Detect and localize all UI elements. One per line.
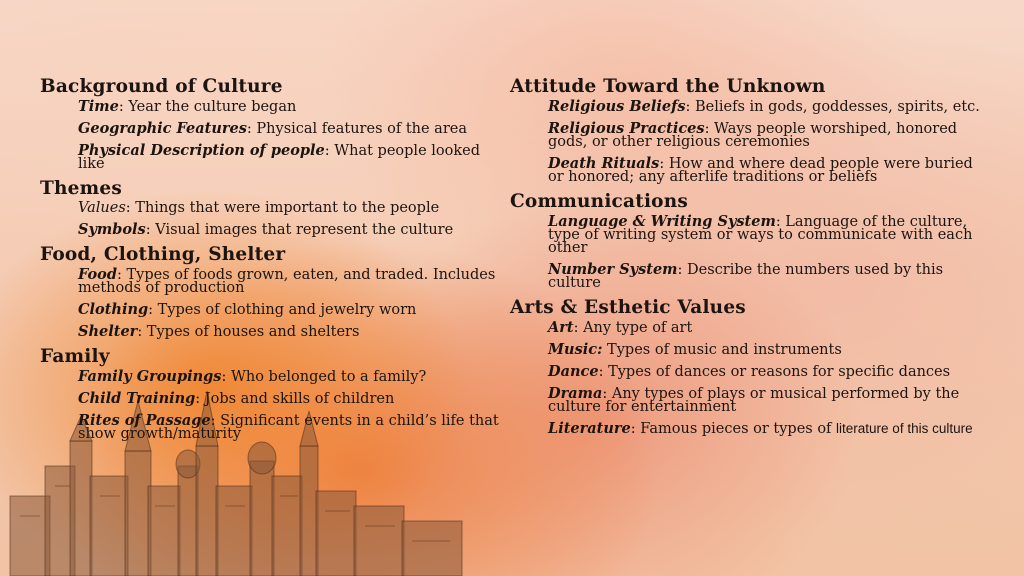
item-description: : Types of houses and shelters <box>137 324 360 340</box>
item-description: : Who belonged to a family? <box>221 369 427 385</box>
item-food <box>78 267 500 295</box>
item-description: : Any type of art <box>573 320 693 336</box>
section-title: Communications <box>510 191 688 212</box>
item-term: Dance <box>548 363 599 380</box>
item-description: : Year the culture began <box>118 99 297 115</box>
item-term: Language & Writing System <box>548 213 776 230</box>
item-description: : Significant events in a child’s life that show growth/maturity <box>78 413 499 442</box>
section-title: Family <box>40 346 110 367</box>
item-description: : How and where dead people were buried or honored; any afterlife traditions or beliefs <box>548 156 973 185</box>
section-food-clothing-shelter <box>40 244 500 339</box>
section-title: Themes <box>40 178 122 199</box>
item-term: Drama <box>548 385 603 402</box>
section-title: Arts & Esthetic Values <box>510 297 746 318</box>
item-shelter <box>78 324 500 339</box>
item-description: : Types of foods grown, eaten, and traded. Includes methods of production <box>78 267 496 296</box>
item-religious-beliefs <box>548 99 980 114</box>
item-description: : Beliefs in gods, goddesses, spirits, etc. <box>685 99 980 115</box>
item-values <box>78 201 500 215</box>
section-family <box>40 346 500 441</box>
item-description-tail: literature of this culture <box>836 421 973 436</box>
item-term: Death Rituals <box>548 155 660 172</box>
item-family-groupings <box>78 369 500 384</box>
item-dance <box>548 364 980 379</box>
item-term: Family Groupings <box>78 368 222 385</box>
item-term: Art <box>548 319 574 336</box>
item-time <box>78 99 500 114</box>
item-description: : Visual images that represent the culture <box>145 222 454 238</box>
item-description: : Famous pieces or types of <box>630 421 837 437</box>
item-term: Geographic Features <box>78 120 247 137</box>
section-themes <box>40 178 500 237</box>
section-attitude-toward-the-unknown <box>510 76 980 184</box>
item-symbols <box>78 222 500 237</box>
item-description: : Describe the numbers used by this culture <box>548 262 944 291</box>
item-geographic-features <box>78 121 500 136</box>
item-description: : What people looked like <box>78 143 481 172</box>
item-language-writing-system <box>548 214 980 255</box>
item-religious-practices <box>548 121 980 149</box>
section-title: Food, Clothing, Shelter <box>40 244 286 265</box>
item-death-rituals <box>548 156 980 184</box>
item-term: Values <box>78 200 126 216</box>
item-child-training <box>78 391 500 406</box>
item-music <box>548 342 980 357</box>
item-art <box>548 320 980 335</box>
item-term: Religious Practices <box>548 120 705 137</box>
item-literature <box>548 421 980 436</box>
section-title: Background of Culture <box>40 76 283 97</box>
section-arts-esthetic-values <box>510 297 980 436</box>
right-column <box>510 76 980 443</box>
item-physical-description-of-people <box>78 143 500 171</box>
item-description: : Ways people worshiped, honored gods, or other religious ceremonies <box>548 121 958 150</box>
item-clothing <box>78 302 500 317</box>
left-column <box>40 76 500 448</box>
item-term: Child Training <box>78 390 196 407</box>
item-rites-of-passage <box>78 413 500 441</box>
item-term: Literature <box>548 420 631 437</box>
item-term: Religious Beliefs <box>548 98 686 115</box>
item-description: : Jobs and skills of children <box>195 391 395 407</box>
item-term: Shelter <box>78 323 138 340</box>
item-description: : Physical features of the area <box>246 121 467 137</box>
item-description: Types of music and instruments <box>602 342 842 358</box>
item-term: Clothing <box>78 301 149 318</box>
item-term: Food <box>78 266 117 283</box>
item-term: Music: <box>548 341 603 358</box>
item-drama <box>548 386 980 414</box>
item-term: Time <box>78 98 119 115</box>
item-number-system <box>548 262 980 290</box>
section-title: Attitude Toward the Unknown <box>510 76 826 97</box>
item-term: Symbols <box>78 221 146 238</box>
item-description: : Any types of plays or musical performed by the culture for entertainment <box>548 386 960 415</box>
item-term: Number System <box>548 261 678 278</box>
section-background-of-culture <box>40 76 500 171</box>
item-description: : Types of clothing and jewelry worn <box>148 302 417 318</box>
item-term: Physical Description of people <box>78 142 325 159</box>
item-description: : Things that were important to the people <box>125 200 440 216</box>
section-communications <box>510 191 980 290</box>
item-description: : Language of the culture, type of writing system or ways to communicate with each other <box>548 214 973 256</box>
item-term: Rites of Passage <box>78 412 211 429</box>
item-description: : Types of dances or reasons for specific dances <box>598 364 951 380</box>
